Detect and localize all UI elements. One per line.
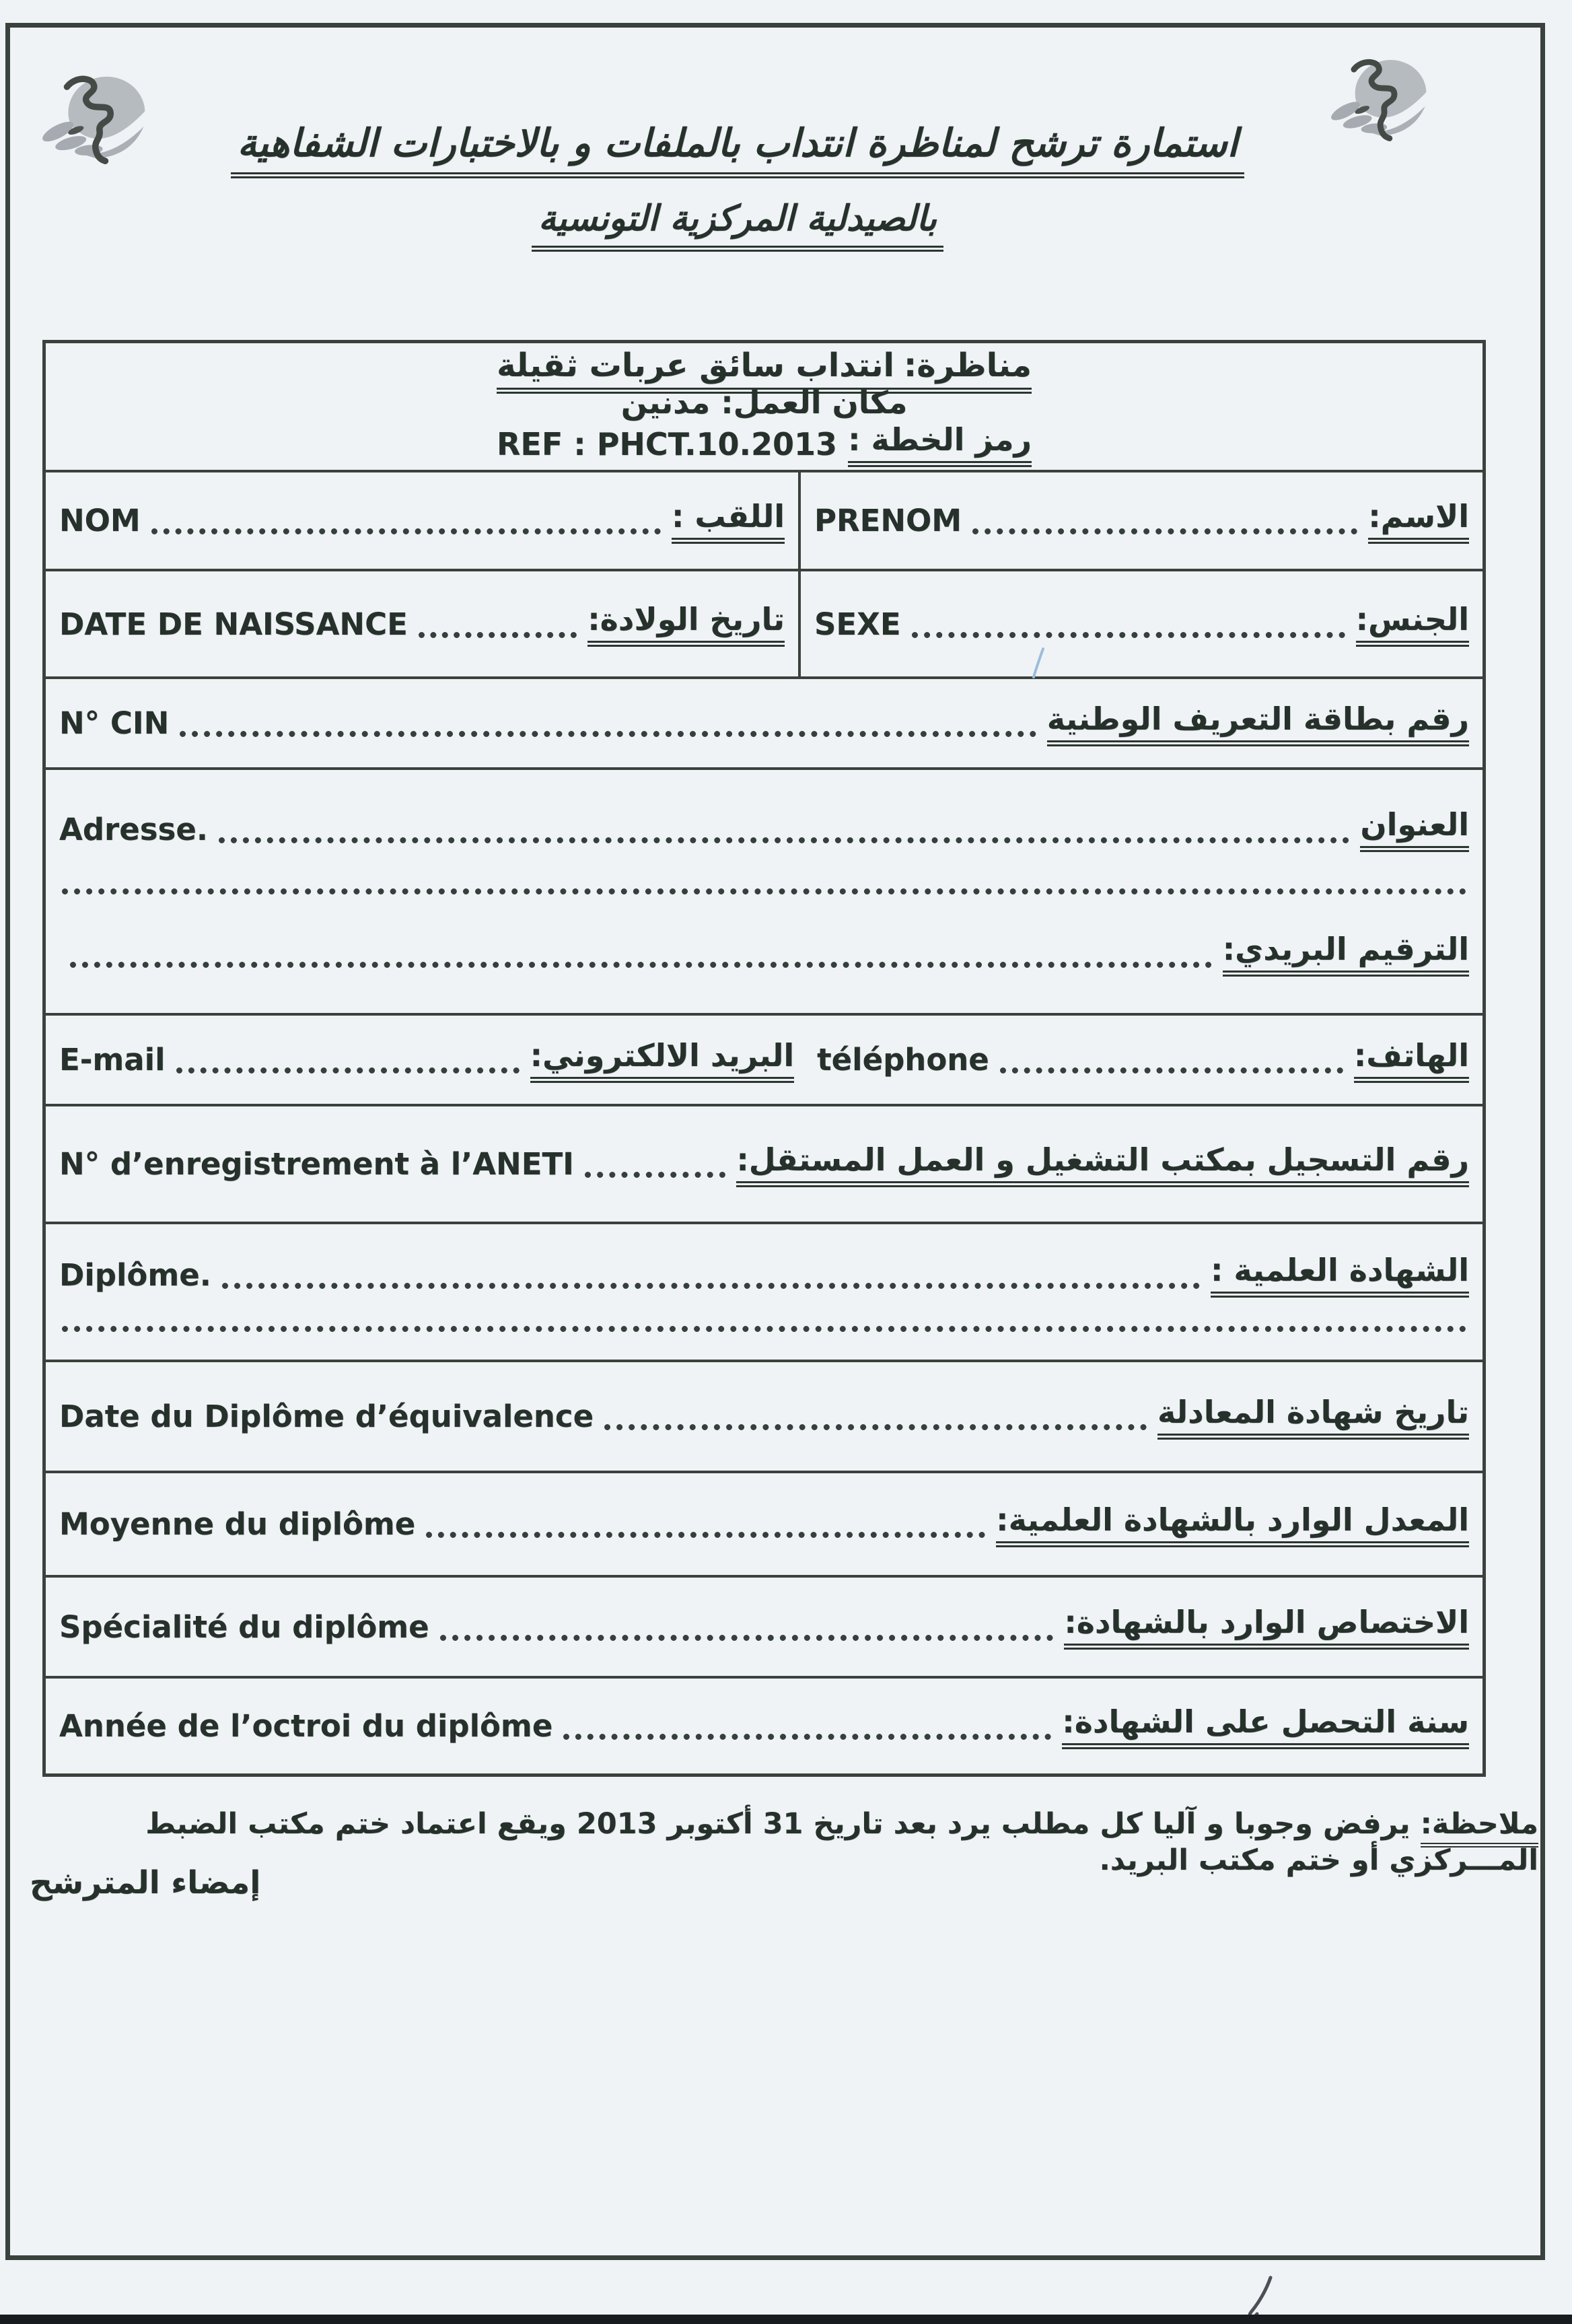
nom-label-fr: NOM: [59, 503, 141, 538]
document-title: [0, 121, 1475, 252]
telephone-label-fr: téléphone: [817, 1042, 989, 1078]
telephone-write-line: [1000, 1067, 1343, 1073]
annee-label-fr: Année de l’octroi du diplôme: [59, 1708, 553, 1744]
email-write-line: [176, 1067, 520, 1073]
field-aneti: [46, 1104, 1482, 1222]
concours-label: مناظرة:: [904, 346, 1032, 384]
field-specialite: [46, 1575, 1482, 1676]
concours-title: [497, 347, 1032, 384]
row-nom-prenom: [46, 470, 1482, 569]
title-line-2: بالصيدلية المركزية التونسية: [532, 199, 943, 252]
concours-header-cell: [46, 343, 1482, 470]
specialite-label-ar: الاختصاص الوارد بالشهادة:: [1064, 1604, 1469, 1650]
field-annee-octroi: [46, 1676, 1482, 1773]
specialite-write-line: [440, 1635, 1054, 1641]
plan-ref-label: رمز الخطة :: [848, 421, 1032, 467]
cin-label-fr: N° CIN: [59, 705, 170, 741]
date-equivalence-label-fr: Date du Diplôme d’équivalence: [59, 1399, 594, 1434]
annee-label-ar: سنة التحصل على الشهادة:: [1062, 1703, 1469, 1749]
application-form-table: [42, 340, 1486, 1777]
moyenne-label-fr: Moyenne du diplôme: [59, 1506, 416, 1542]
aneti-label-ar: رقم التسجيل بمكتب التشغيل و العمل المستقل:: [736, 1141, 1469, 1187]
field-nom: [46, 472, 798, 569]
email-label-ar: البريد الالكتروني:: [530, 1037, 795, 1083]
code-postal-label-ar: الترقيم البريدي:: [1223, 931, 1469, 977]
aneti-label-fr: N° d’enregistrement à l’ANETI: [59, 1146, 574, 1182]
naissance-label-fr: DATE DE NAISSANCE: [59, 606, 408, 642]
prenom-label-ar: الاسم:: [1368, 498, 1469, 544]
date-equivalence-label-ar: تاريخ شهادة المعادلة: [1157, 1394, 1469, 1440]
naissance-write-line: [419, 632, 577, 638]
sexe-label-ar: الجنس:: [1356, 601, 1469, 647]
field-date-naissance: [46, 571, 798, 676]
prenom-label-fr: PRENOM: [814, 503, 962, 538]
diplome-label-fr: Diplôme.: [59, 1257, 211, 1293]
concours-value: انتداب سائق عربات ثقيلة: [497, 346, 894, 384]
specialite-label-fr: Spécialité du diplôme: [59, 1609, 429, 1645]
cin-write-line: [180, 731, 1036, 737]
telephone-label-ar: الهاتف:: [1354, 1037, 1469, 1083]
diplome-write-line: [222, 1283, 1200, 1289]
adresse-label-fr: Adresse.: [59, 811, 208, 847]
cin-label-ar: رقم بطاقة التعريف الوطنية: [1047, 701, 1469, 746]
adresse-label-ar: العنوان: [1360, 806, 1469, 852]
aneti-write-line: [585, 1172, 725, 1178]
nom-label-ar: اللقب :: [672, 498, 785, 544]
code-postal-write-line: [70, 962, 1212, 968]
diplome-write-line-2: [62, 1326, 1466, 1332]
candidate-signature-label: إمضاء المترشح: [30, 1864, 261, 1901]
field-prenom: [798, 472, 1482, 569]
scanner-edge-band: [0, 2315, 1572, 2324]
field-cin: [46, 676, 1482, 767]
naissance-label-ar: تاريخ الولادة:: [587, 601, 785, 647]
date-equivalence-write-line: [604, 1424, 1147, 1430]
field-adresse: [46, 767, 1482, 1013]
prenom-write-line: [972, 528, 1357, 534]
moyenne-write-line: [426, 1532, 985, 1538]
note-label: ملاحظة:: [1421, 1807, 1538, 1847]
plan-ref-code: REF : PHCT.10.2013: [497, 425, 838, 462]
field-sexe: [798, 571, 1482, 676]
workplace-line: مكان العمل: مدنين: [620, 384, 908, 421]
field-date-equivalence: [46, 1360, 1482, 1471]
field-diplome: [46, 1222, 1482, 1360]
row-email-telephone: [46, 1013, 1482, 1104]
adresse-write-line: [219, 837, 1349, 843]
annee-write-line: [563, 1734, 1051, 1740]
adresse-write-line-2: [62, 888, 1466, 894]
diplome-label-ar: الشهادة العلمية :: [1211, 1252, 1469, 1298]
sexe-label-fr: SEXE: [814, 606, 901, 642]
row-naissance-sexe: [46, 569, 1482, 676]
field-moyenne: [46, 1471, 1482, 1575]
nom-write-line: [151, 528, 661, 534]
email-label-fr: E-mail: [59, 1042, 166, 1078]
pen-tick-mark: [1030, 646, 1047, 680]
moyenne-label-ar: المعدل الوارد بالشهادة العلمية:: [996, 1502, 1469, 1547]
note-text: يرفض وجوبا و آليا كل مطلب يرد بعد تاريخ 31 أكتوبر 2013 ويقع اعتماد ختم مكتب الضبط المـــركزي أو ختم مكتب البريد.: [145, 1807, 1538, 1877]
sexe-write-line: [912, 632, 1345, 638]
plan-ref-line: [497, 421, 1032, 467]
title-line-1: استمارة ترشح لمناظرة انتداب بالملفات و بالاختبارات الشفاهية: [231, 121, 1245, 178]
